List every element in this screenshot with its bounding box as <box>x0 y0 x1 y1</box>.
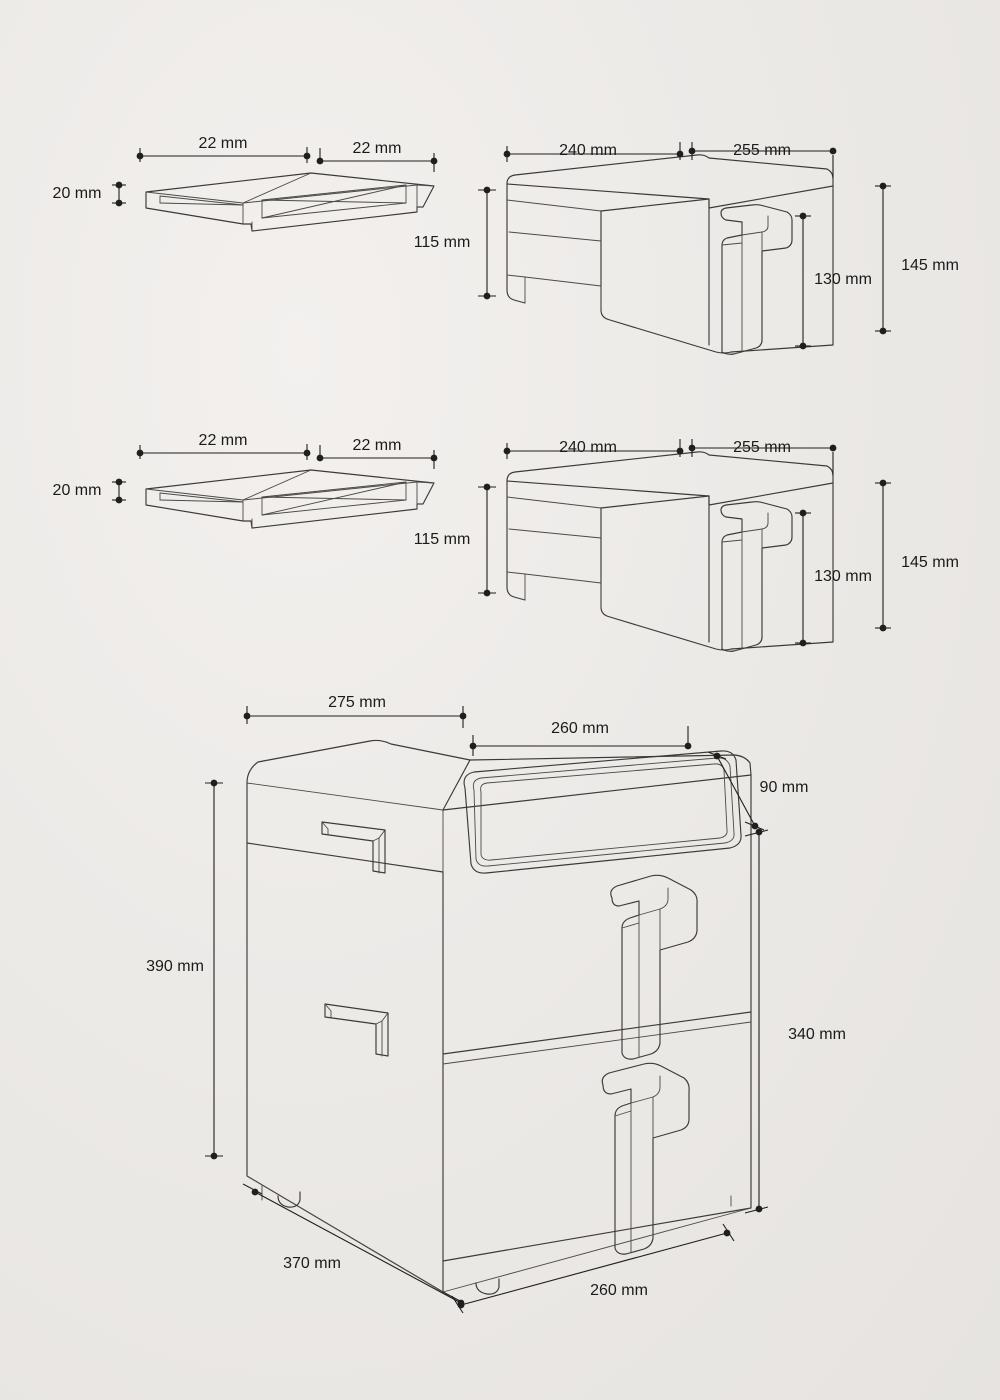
dim-label-b2-h-left: 115 mm <box>413 531 471 548</box>
dim-label-b1-h-right: 145 mm <box>901 257 959 274</box>
dim-b2-h-right <box>875 480 891 632</box>
dim-label-b1-h-left: 115 mm <box>413 234 471 251</box>
dim-label-a-depth: 370 mm <box>283 1255 341 1272</box>
dim-b1-h-left <box>478 187 496 300</box>
upper-basket-geometry <box>507 155 833 354</box>
upper-tray-geometry <box>146 173 434 231</box>
dim-label-a-height-right: 340 mm <box>788 1026 846 1043</box>
dim-b1-h-right <box>875 183 891 335</box>
dim-label-b1-h-mid: 130 mm <box>814 271 872 288</box>
dim-label-t1-h: 20 mm <box>52 185 102 202</box>
dim-label-t2-w-left: 22 mm <box>198 432 248 449</box>
dim-label-b1-d: 240 mm <box>559 142 617 159</box>
lower-tray-geometry <box>146 470 434 528</box>
dim-b2-h-mid <box>795 510 811 647</box>
dim-b1-h-mid <box>795 213 811 350</box>
dim-label-t1-w-left: 22 mm <box>198 135 248 152</box>
dim-label-t2-h: 20 mm <box>52 482 102 499</box>
dim-t1-h <box>112 182 126 207</box>
dim-a-height-left <box>205 780 223 1160</box>
dim-b2-h-left <box>478 484 496 597</box>
dim-label-a-width: 260 mm <box>590 1282 648 1299</box>
dim-label-t2-w-right: 22 mm <box>352 437 402 454</box>
dim-t2-h <box>112 479 126 504</box>
dim-a-width <box>452 1224 734 1313</box>
dim-label-b2-h-mid: 130 mm <box>814 568 872 585</box>
dim-a-depth <box>243 1184 464 1306</box>
dim-label-a-height-left: 390 mm <box>146 958 204 975</box>
dim-label-b2-h-right: 145 mm <box>901 554 959 571</box>
dim-label-a-top-left: 275 mm <box>328 694 386 711</box>
lower-basket-geometry <box>507 452 833 651</box>
dim-label-b2-d: 240 mm <box>559 439 617 456</box>
appliance-geometry <box>247 740 751 1294</box>
dim-label-t1-w-right: 22 mm <box>352 140 402 157</box>
dim-a-height-right <box>745 829 768 1213</box>
dim-label-b2-w: 255 mm <box>733 439 791 456</box>
dim-label-a-top-right: 260 mm <box>551 720 609 737</box>
dim-label-a-panel: 90 mm <box>759 779 809 796</box>
dim-label-b1-w: 255 mm <box>733 142 791 159</box>
